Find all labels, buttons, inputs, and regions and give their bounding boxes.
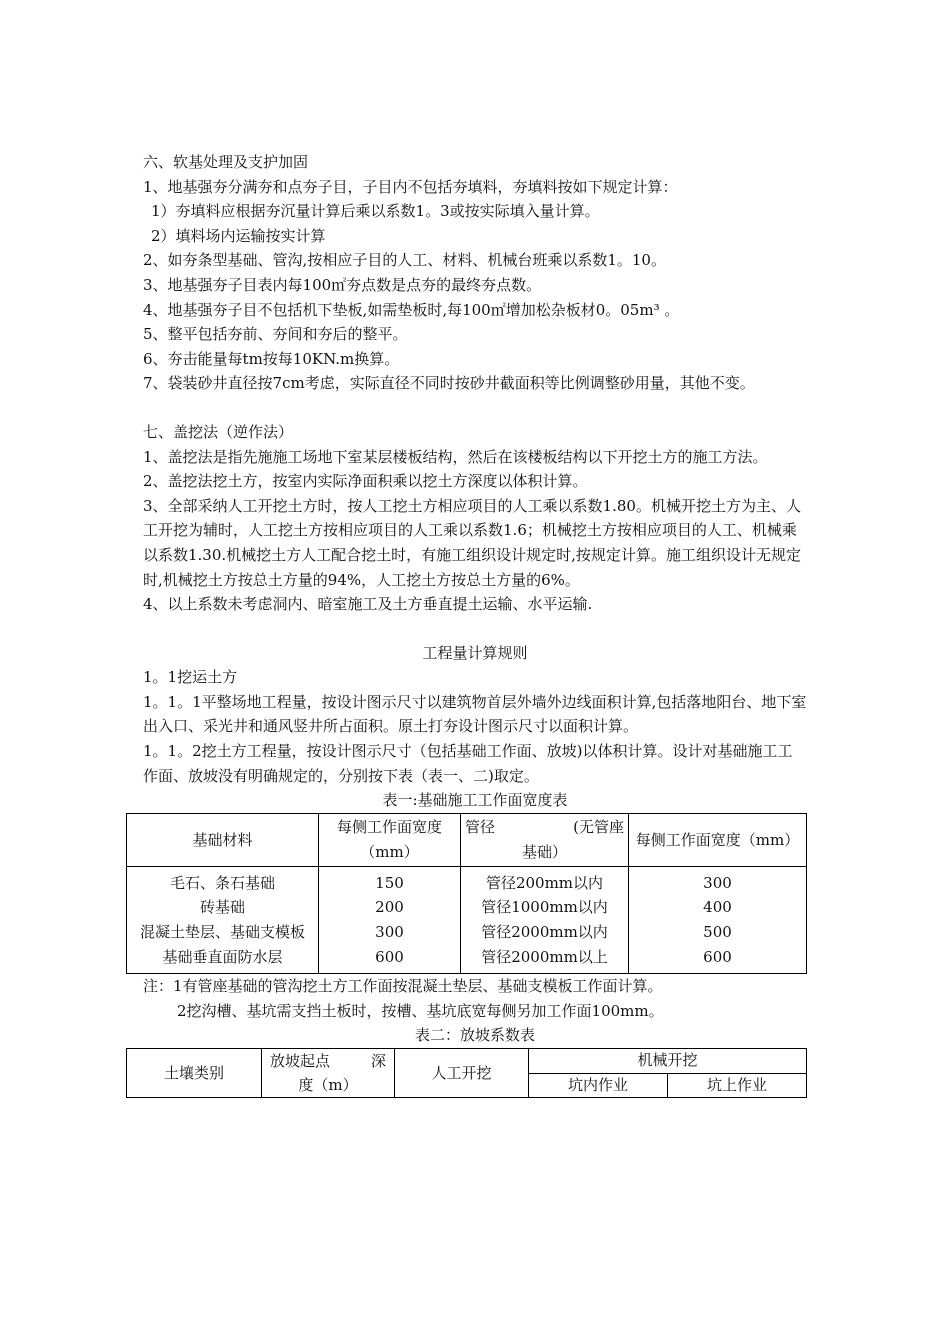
table1-width2: 400 (703, 898, 732, 917)
table2-header-depth-c: 度（m） (298, 1076, 358, 1094)
section7-item-2: 2、盖挖法挖土方，按室内实际净面积乘以挖土方深度以体积计算。 (143, 472, 588, 491)
table1-header-pipe-b: (无管座 (573, 818, 624, 837)
section7-item-1: 1、盖挖法是指先施施工场地下室某层楼板结构，然后在该楼板结构以下开挖土方的施工方法。 (143, 447, 768, 466)
table2-header-machine: 机械开挖 (529, 1049, 807, 1074)
table1-note-2: 2挖沟槽、基坑需支挡土板时，按槽、基坑底宽每侧另加工作面100mm。 (177, 1001, 664, 1020)
table1-material: 砖基础 (199, 898, 245, 917)
table1-width2: 600 (703, 947, 732, 966)
table1-note-1: 注：1有管座基础的管沟挖土方工作面按混凝土垫层、基础支模板工作面计算。 (143, 977, 663, 996)
table1-caption: 表一:基础施工工作面宽度表 (382, 791, 568, 810)
table1-header-row (127, 813, 807, 866)
section6-item-1: 1、地基强夯分满夯和点夯子目，子目内不包括夯填料，夯填料按如下规定计算： (143, 177, 678, 196)
table2-header-row-1 (127, 1049, 807, 1074)
table1-pipe: 管径2000mm以上 (481, 947, 608, 966)
table1-header-width1: 每侧工作面宽度（mm） (319, 813, 461, 866)
table1-header-pipe-c: 基础） (521, 842, 567, 861)
table2-header-depth-line1 (266, 1049, 390, 1073)
table1-width2: 500 (703, 923, 732, 942)
paragraph-gap (143, 617, 807, 641)
table1-header-pipe-line1 (465, 815, 624, 840)
table1-width1: 600 (375, 947, 404, 966)
table1-width1: 200 (375, 898, 404, 917)
table2-header-pit-top: 坑上作业 (668, 1073, 807, 1098)
table1-pipe: 管径2000mm以内 (481, 923, 608, 942)
table2-header-depth (262, 1049, 395, 1098)
work-width-table (126, 813, 807, 974)
table1-pipe: 管径1000mm以内 (481, 898, 608, 917)
rules-item-1: 1。1挖运土方 (143, 668, 238, 687)
table1-pipe: 管径200mm以内 (485, 873, 604, 892)
section7-item-4: 4、以上系数未考虑洞内、暗室施工及土方垂直提土运输、水平运输. (143, 595, 593, 614)
table2-caption: 表二：放坡系数表 (414, 1026, 535, 1045)
section7-item-3: 3、全部采纳人工开挖土方时，按人工挖土方相应项目的人工乘以系数1.80。机械开挖土方为主、人工开挖为辅时，人工挖土方按相应项目的人工乘以系数1.6；机械挖土方按相应项目的人工、机械乘以系数1.30.机械挖土方人工配合挖土时，有施工组织设计规定时,按规定计算。施工组织设计无规定时,机械挖土方按总土方量的94%，人工挖土方按总土方量的6%。 (143, 496, 801, 589)
slope-coefficient-table (126, 1048, 807, 1098)
section6-item-2: 2、如夯条型基础、管沟,按相应子目的人工、材料、机械台班乘以系数1。10。 (143, 251, 666, 270)
table1-widths1-cell (319, 866, 461, 973)
section6-item-1-2: 2）填料场内运输按实计算 (151, 226, 326, 245)
section6-item-7: 7、袋装砂井直径按7cm考虑，实际直径不同时按砂井截面积等比例调整砂用量，其他不变。 (143, 374, 755, 393)
table1-material: 基础垂直面防水层 (162, 947, 283, 966)
table2-header-soil: 土壤类别 (127, 1049, 262, 1098)
table1-width1: 300 (375, 923, 404, 942)
section6-item-4: 4、地基强夯子目不包括机下垫板,如需垫板时,每100㎡增加松杂板材0。05m³ 。 (143, 300, 680, 319)
section6-item-1-1: 1）夯填料应根据夯沉量计算后乘以系数1。3或按实际填入量计算。 (151, 202, 600, 221)
rules-item-3: 1。1。2挖土方工程量，按设计图示尺寸（包括基础工作面、放坡)以体积计算。设计对基础施工工作面、放坡没有明确规定的，分别按下表（表一、二)取定。 (143, 742, 793, 785)
paragraph-gap (143, 396, 807, 420)
table1-header-material: 基础材料 (127, 813, 319, 866)
rules-title: 工程量计算规则 (422, 643, 528, 662)
table1-materials-cell (127, 866, 319, 973)
table1-width2: 300 (703, 873, 732, 892)
table1-width1: 150 (375, 873, 404, 892)
section6-item-3: 3、地基强夯子目表内每100㎡夯点数是点夯的最终夯点数。 (143, 275, 542, 294)
table2-header-depth-a: 放坡起点 (270, 1052, 331, 1070)
table1-body-row (127, 866, 807, 973)
section6-title: 六、软基处理及支护加固 (143, 153, 309, 171)
section6-item-5: 5、整平包括夯前、夯间和夯后的整平。 (143, 325, 408, 344)
table1-header-width2: 每侧工作面宽度（mm） (629, 813, 807, 866)
document-body (139, 150, 807, 1098)
table1-pipes-cell (461, 866, 629, 973)
rules-item-2: 1。1。1平整场地工程量，按设计图示尺寸以建筑物首层外墙外边线面积计算,包括落地阳台、地下室出入口、采光井和通风竖井所占面积。原土打夯设计图示尺寸以面积计算。 (143, 692, 807, 736)
table1-header-pipe (461, 813, 629, 866)
table1-material: 毛石、条石基础 (169, 873, 275, 892)
table1-widths2-cell (629, 866, 807, 973)
table1-header-pipe-a: 管径 (465, 818, 496, 837)
table2-header-manual: 人工开挖 (395, 1049, 529, 1098)
section6-item-6: 6、夯击能量每tm按每10KN.m换算。 (143, 349, 400, 368)
table2-header-pit-in: 坑内作业 (529, 1073, 668, 1098)
section7-title: 七、盖挖法（逆作法） (143, 422, 294, 441)
table2-header-depth-b: 深 (370, 1052, 386, 1070)
table1-material: 混凝土垫层、基础支模板 (139, 923, 305, 942)
